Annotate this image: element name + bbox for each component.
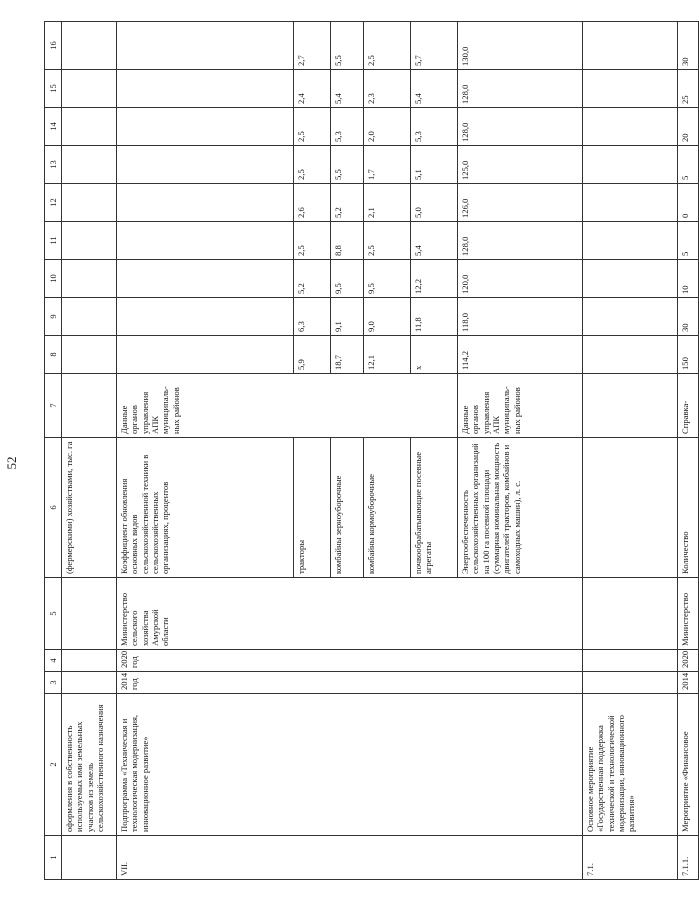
value-cell: 8,8 bbox=[331, 222, 364, 260]
col-header: 13 bbox=[45, 146, 62, 184]
value-cell bbox=[583, 222, 678, 260]
end-year: 2020 год bbox=[117, 650, 583, 672]
indicator: комбайны кормоуборочные bbox=[364, 438, 411, 578]
value-cell: 120,0 bbox=[458, 260, 583, 298]
value-cell: 5,7 bbox=[411, 22, 458, 70]
value-cell bbox=[117, 336, 294, 374]
source bbox=[62, 374, 117, 438]
indicator: (фермерскими) хозяйствами, тыс. га bbox=[62, 438, 117, 578]
value-cell: 5,5 bbox=[331, 146, 364, 184]
col-header: 6 bbox=[45, 438, 62, 578]
indicator: тракторы bbox=[294, 438, 331, 578]
indicator bbox=[583, 438, 678, 578]
col-header: 14 bbox=[45, 108, 62, 146]
value-cell: 2,5 bbox=[294, 108, 331, 146]
row-number: VII. bbox=[117, 836, 583, 880]
value-cell: 5 bbox=[678, 222, 699, 260]
value-cell: 9,0 bbox=[364, 298, 411, 336]
value-cell: 128,0 bbox=[458, 108, 583, 146]
measure-name: Мероприятие «Финансовое bbox=[678, 694, 699, 836]
value-cell: 11,8 bbox=[411, 298, 458, 336]
value-cell bbox=[583, 70, 678, 108]
value-cell bbox=[583, 146, 678, 184]
row-number: 7.1.1. bbox=[678, 836, 699, 880]
value-cell bbox=[583, 260, 678, 298]
value-cell bbox=[62, 222, 117, 260]
value-cell bbox=[117, 108, 294, 146]
value-cell: 10 bbox=[678, 260, 699, 298]
value-cell bbox=[62, 184, 117, 222]
value-cell bbox=[62, 22, 117, 70]
value-cell: 5 bbox=[678, 146, 699, 184]
rotated-table-container bbox=[44, 24, 690, 880]
start-year bbox=[62, 672, 117, 694]
table-row bbox=[62, 22, 117, 880]
end-year bbox=[583, 650, 678, 672]
value-cell: 150 bbox=[678, 336, 699, 374]
responsible bbox=[62, 578, 117, 650]
value-cell bbox=[117, 260, 294, 298]
value-cell bbox=[117, 70, 294, 108]
value-cell: 5,4 bbox=[411, 222, 458, 260]
value-cell: 2,7 bbox=[294, 22, 331, 70]
start-year bbox=[583, 672, 678, 694]
value-cell: 128,0 bbox=[458, 70, 583, 108]
value-cell: 118,0 bbox=[458, 298, 583, 336]
source: Данные органов управления АПК муниципаль-ных районов bbox=[117, 374, 458, 438]
row-number bbox=[62, 836, 117, 880]
responsible bbox=[583, 578, 678, 650]
value-cell: 20 bbox=[678, 108, 699, 146]
responsible: Министерство bbox=[678, 578, 699, 650]
value-cell: x bbox=[411, 336, 458, 374]
col-header: 8 bbox=[45, 336, 62, 374]
value-cell bbox=[62, 336, 117, 374]
source: Справка- bbox=[678, 374, 699, 438]
indicator: почвообрабатывающие посевные агрегаты bbox=[411, 438, 458, 578]
value-cell bbox=[62, 298, 117, 336]
value-cell: 125,0 bbox=[458, 146, 583, 184]
value-cell: 6,3 bbox=[294, 298, 331, 336]
indicator: Количество bbox=[678, 438, 699, 578]
header-row bbox=[45, 22, 62, 880]
value-cell: 5,0 bbox=[411, 184, 458, 222]
value-cell: 9,5 bbox=[364, 260, 411, 298]
value-cell bbox=[62, 70, 117, 108]
col-header: 1 bbox=[45, 836, 62, 880]
value-cell bbox=[117, 22, 294, 70]
value-cell: 128,0 bbox=[458, 222, 583, 260]
value-cell: 12,2 bbox=[411, 260, 458, 298]
value-cell: 5,2 bbox=[294, 260, 331, 298]
source: Данные органов управления АПК муниципаль-ных районов bbox=[458, 374, 583, 438]
value-cell: 12,1 bbox=[364, 336, 411, 374]
row-number: 7.1. bbox=[583, 836, 678, 880]
source bbox=[583, 374, 678, 438]
value-cell: 18,7 bbox=[331, 336, 364, 374]
value-cell bbox=[583, 298, 678, 336]
value-cell: 5,1 bbox=[411, 146, 458, 184]
col-header: 12 bbox=[45, 184, 62, 222]
col-header: 15 bbox=[45, 70, 62, 108]
value-cell bbox=[62, 108, 117, 146]
col-header: 10 bbox=[45, 260, 62, 298]
value-cell: 5,3 bbox=[331, 108, 364, 146]
value-cell bbox=[117, 298, 294, 336]
value-cell: 2,5 bbox=[364, 22, 411, 70]
col-header: 4 bbox=[45, 650, 62, 672]
value-cell: 25 bbox=[678, 70, 699, 108]
value-cell: 2,5 bbox=[294, 146, 331, 184]
table-row bbox=[583, 22, 678, 880]
value-cell: 126,0 bbox=[458, 184, 583, 222]
value-cell bbox=[117, 184, 294, 222]
value-cell: 5,4 bbox=[411, 70, 458, 108]
value-cell bbox=[62, 260, 117, 298]
col-header: 7 bbox=[45, 374, 62, 438]
value-cell: 30 bbox=[678, 22, 699, 70]
measure-name: Основное мероприятие «Государственная поддержка технической и технологической модернизации, инновационного развития» bbox=[583, 694, 678, 836]
value-cell bbox=[583, 184, 678, 222]
value-cell: 0 bbox=[678, 184, 699, 222]
value-cell: 2,1 bbox=[364, 184, 411, 222]
value-cell bbox=[62, 146, 117, 184]
indicator: Энергообеспеченность сельскохозяйственных организаций на 100 га посевной площади (суммарная номинальная мощность двигателей тракторов, комбайнов и самоходных машин), л. с. bbox=[458, 438, 583, 578]
col-header: 16 bbox=[45, 22, 62, 70]
page-number: 52 bbox=[4, 456, 19, 470]
table-row bbox=[117, 22, 294, 880]
value-cell bbox=[583, 22, 678, 70]
value-cell: 114,2 bbox=[458, 336, 583, 374]
value-cell: 1,7 bbox=[364, 146, 411, 184]
value-cell: 2,5 bbox=[364, 222, 411, 260]
measure-name: Подпрограмма «Техническая и технологическая модернизация, инновационное развитие» bbox=[117, 694, 583, 836]
value-cell: 130,0 bbox=[458, 22, 583, 70]
value-cell: 30 bbox=[678, 298, 699, 336]
value-cell: 2,4 bbox=[294, 70, 331, 108]
value-cell: 5,5 bbox=[331, 22, 364, 70]
indicator: Коэффициент обновления основных видов сельскохозяйственной техники в сельскохозяйственных организациях, процентов bbox=[117, 438, 294, 578]
table-row bbox=[678, 22, 699, 880]
value-cell: 5,4 bbox=[331, 70, 364, 108]
col-header: 11 bbox=[45, 222, 62, 260]
value-cell bbox=[117, 222, 294, 260]
value-cell bbox=[583, 108, 678, 146]
responsible: Министерство сельского хозяйства Амурской области bbox=[117, 578, 583, 650]
start-year: 2014 bbox=[678, 672, 699, 694]
indicator: комбайны зерноуборочные bbox=[331, 438, 364, 578]
value-cell: 2,0 bbox=[364, 108, 411, 146]
end-year bbox=[62, 650, 117, 672]
col-header: 5 bbox=[45, 578, 62, 650]
value-cell: 9,5 bbox=[331, 260, 364, 298]
value-cell bbox=[117, 146, 294, 184]
program-indicators-table bbox=[44, 21, 699, 880]
col-header: 3 bbox=[45, 672, 62, 694]
value-cell: 5,3 bbox=[411, 108, 458, 146]
value-cell bbox=[583, 336, 678, 374]
end-year: 2020 bbox=[678, 650, 699, 672]
value-cell: 5,2 bbox=[331, 184, 364, 222]
value-cell: 5,9 bbox=[294, 336, 331, 374]
value-cell: 2,3 bbox=[364, 70, 411, 108]
value-cell: 2,5 bbox=[294, 222, 331, 260]
start-year: 2014 год bbox=[117, 672, 583, 694]
col-header: 9 bbox=[45, 298, 62, 336]
value-cell: 2,6 bbox=[294, 184, 331, 222]
measure-name: оформления в собственность используемых ими земельных участков из земель сельскохозяйственного назначения bbox=[62, 694, 117, 836]
value-cell: 9,1 bbox=[331, 298, 364, 336]
col-header: 2 bbox=[45, 694, 62, 836]
